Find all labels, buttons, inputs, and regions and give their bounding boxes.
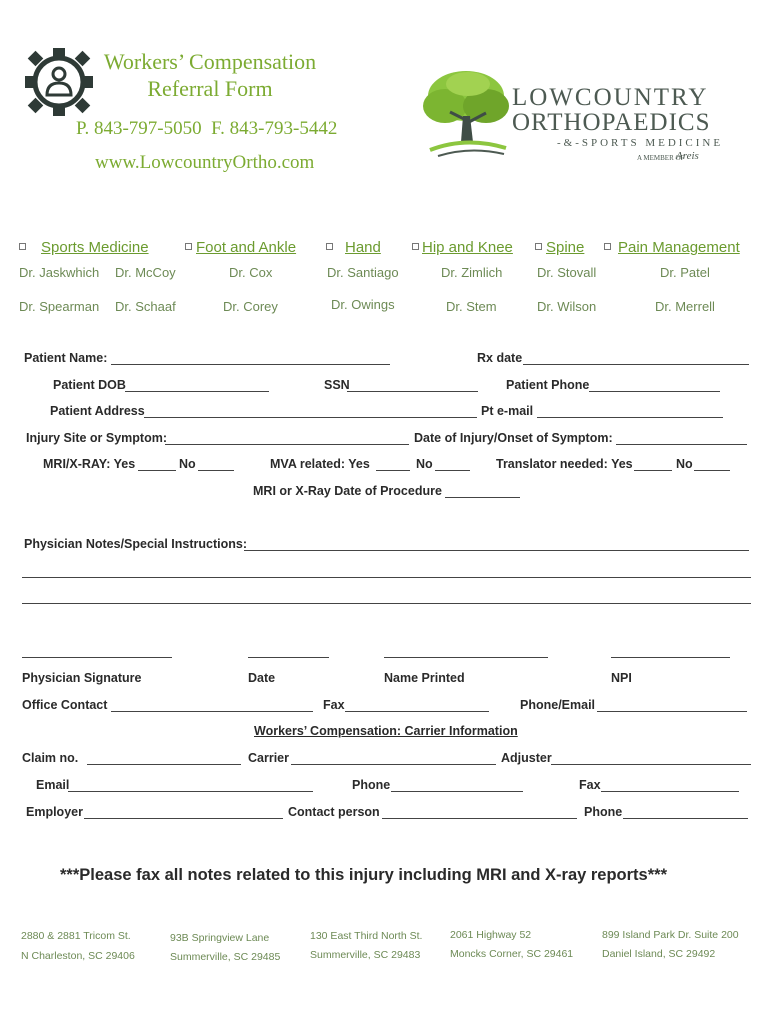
address-line: Summerville, SC 29485 — [170, 951, 281, 963]
doctor-name: Dr. Wilson — [537, 299, 597, 314]
email-label: Email — [36, 778, 70, 792]
name-printed-field[interactable] — [384, 657, 548, 658]
patient-dob-label: Patient DOB — [53, 378, 126, 392]
specialty-spine: Spine — [546, 239, 585, 256]
mva-no-field[interactable] — [435, 470, 470, 471]
specialty-hand: Hand — [345, 239, 381, 256]
patient-phone-field[interactable] — [589, 391, 720, 392]
ssn-label: SSN — [324, 378, 350, 392]
address-line: 2880 & 2881 Tricom St. — [21, 930, 131, 942]
injury-site-label: Injury Site or Symptom: — [26, 431, 167, 445]
doctor-name: Dr. Corey — [223, 299, 278, 314]
doctor-name: Dr. Schaaf — [115, 299, 176, 314]
carrier-field[interactable] — [291, 764, 496, 765]
patient-name-field[interactable] — [111, 364, 390, 365]
specialty-foot-ankle: Foot and Ankle — [196, 239, 297, 256]
contact-person-field[interactable] — [382, 818, 577, 819]
employer-phone-field[interactable] — [623, 818, 748, 819]
mri-yes-field[interactable] — [138, 470, 176, 471]
employer-field[interactable] — [84, 818, 283, 819]
doctor-name: Dr. Patel — [660, 265, 710, 280]
specialty-sports-medicine: Sports Medicine — [41, 239, 149, 256]
patient-phone-label: Patient Phone — [506, 378, 590, 392]
date-field[interactable] — [248, 657, 329, 658]
injury-site-field[interactable] — [165, 444, 409, 445]
claim-no-label: Claim no. — [22, 751, 79, 765]
doctor-name: Dr. McCoy — [115, 265, 176, 280]
physician-signature-label: Physician Signature — [22, 671, 142, 685]
physician-notes-line[interactable] — [22, 603, 751, 604]
doctor-name: Dr. Stem — [446, 299, 497, 314]
adjuster-label: Adjuster — [501, 751, 552, 765]
address-line: 93B Springview Lane — [170, 932, 270, 944]
carrier-phone-field[interactable] — [391, 791, 523, 792]
patient-dob-field[interactable] — [125, 391, 269, 392]
translator-no-field[interactable] — [694, 470, 730, 471]
carrier-fax-label: Fax — [579, 778, 601, 792]
rx-date-field[interactable] — [523, 364, 749, 365]
mva-no-label: No — [416, 457, 433, 471]
logo-member-brand: Areis — [676, 150, 699, 162]
checkbox-foot-ankle[interactable] — [185, 243, 192, 250]
employer-phone-label: Phone — [584, 805, 623, 819]
translator-no-label: No — [676, 457, 693, 471]
address-line: Daniel Island, SC 29492 — [602, 948, 716, 960]
form-title — [95, 48, 325, 102]
name-printed-label: Name Printed — [384, 671, 465, 685]
claim-no-field[interactable] — [87, 764, 241, 765]
form-title-line2: Referral Form — [147, 76, 273, 101]
email-field[interactable] — [68, 791, 313, 792]
translator-yes-field[interactable] — [634, 470, 672, 471]
phone-email-label: Phone/Email — [520, 698, 596, 712]
doctor-name: Dr. Merrell — [655, 299, 715, 314]
doctor-name: Dr. Spearman — [19, 299, 100, 314]
address-line: 130 East Third North St. — [310, 930, 423, 942]
specialty-pain-management: Pain Management — [618, 239, 740, 256]
patient-address-label: Patient Address — [50, 404, 145, 418]
fax-label: Fax — [323, 698, 345, 712]
address-line: 899 Island Park Dr. Suite 200 — [602, 929, 739, 941]
mri-no-field[interactable] — [198, 470, 234, 471]
doctor-name: Dr. Zimlich — [441, 265, 503, 280]
carrier-info-heading: Workers’ Compensation: Carrier Information — [254, 724, 518, 738]
mva-yes-field[interactable] — [376, 470, 410, 471]
physician-notes-field[interactable] — [244, 550, 749, 551]
checkbox-hip-knee[interactable] — [412, 243, 419, 250]
translator-label: Translator needed: Yes — [496, 457, 633, 471]
phone-email-field[interactable] — [597, 711, 747, 712]
doctor-name: Dr. Jaskwhich — [19, 265, 100, 280]
doctor-name: Dr. Stovall — [537, 265, 597, 280]
mri-date-label: MRI or X-Ray Date of Procedure — [253, 484, 442, 498]
date-of-injury-field[interactable] — [616, 444, 747, 445]
pt-email-field[interactable] — [537, 417, 723, 418]
physician-signature-field[interactable] — [22, 657, 172, 658]
logo-line1: LOWCOUNTRY — [512, 84, 709, 111]
contact-person-label: Contact person — [288, 805, 380, 819]
doctor-name: Dr. Owings — [331, 297, 395, 312]
logo-line2: ORTHOPAEDICS — [512, 109, 711, 136]
phone-fax: P. 843-797-5050 F. 843-793-5442 — [76, 118, 338, 139]
physician-notes-label: Physician Notes/Special Instructions: — [24, 537, 247, 551]
address-line: Summerville, SC 29483 — [310, 949, 421, 961]
doctor-name: Dr. Cox — [229, 265, 273, 280]
checkbox-pain-management[interactable] — [604, 243, 611, 250]
pt-email-label: Pt e-mail — [481, 404, 534, 418]
gear-person-icon — [22, 45, 96, 119]
address-line: 2061 Highway 52 — [450, 929, 532, 941]
checkbox-spine[interactable] — [535, 243, 542, 250]
physician-notes-line[interactable] — [22, 577, 751, 578]
ssn-field[interactable] — [347, 391, 478, 392]
office-contact-label: Office Contact — [22, 698, 108, 712]
fax-field[interactable] — [345, 711, 489, 712]
date-label: Date — [248, 671, 276, 685]
tree-logo-icon — [420, 66, 512, 158]
carrier-phone-label: Phone — [352, 778, 391, 792]
logo-line3: -&-SPORTS MEDICINE — [557, 137, 724, 149]
employer-label: Employer — [26, 805, 83, 819]
logo-member-text: A MEMBER OF — [637, 154, 685, 162]
office-contact-field[interactable] — [111, 711, 313, 712]
carrier-label: Carrier — [248, 751, 289, 765]
carrier-fax-field[interactable] — [601, 791, 739, 792]
npi-field[interactable] — [611, 657, 730, 658]
checkbox-sports-medicine[interactable] — [19, 243, 26, 250]
checkbox-hand[interactable] — [326, 243, 333, 250]
mva-label: MVA related: Yes — [270, 457, 370, 471]
doctor-name: Dr. Santiago — [327, 265, 399, 280]
patient-name-label: Patient Name: — [24, 351, 108, 365]
mri-xray-label: MRI/X-RAY: Yes — [43, 457, 136, 471]
mri-date-field[interactable] — [445, 497, 520, 498]
address-line: N Charleston, SC 29406 — [21, 950, 135, 962]
fax-notice: ***Please fax all notes related to this injury including MRI and X-ray reports*** — [60, 866, 667, 884]
mri-no-label: No — [179, 457, 196, 471]
npi-label: NPI — [611, 671, 632, 685]
patient-address-field[interactable] — [144, 417, 477, 418]
address-line: Moncks Corner, SC 29461 — [450, 948, 574, 960]
adjuster-field[interactable] — [551, 764, 751, 765]
date-of-injury-label: Date of Injury/Onset of Symptom: — [414, 431, 613, 445]
form-title-line1: Workers’ Compensation — [103, 49, 317, 74]
website: www.LowcountryOrtho.com — [95, 152, 315, 173]
rx-date-label: Rx date — [477, 351, 523, 365]
specialty-hip-knee: Hip and Knee — [422, 239, 513, 256]
